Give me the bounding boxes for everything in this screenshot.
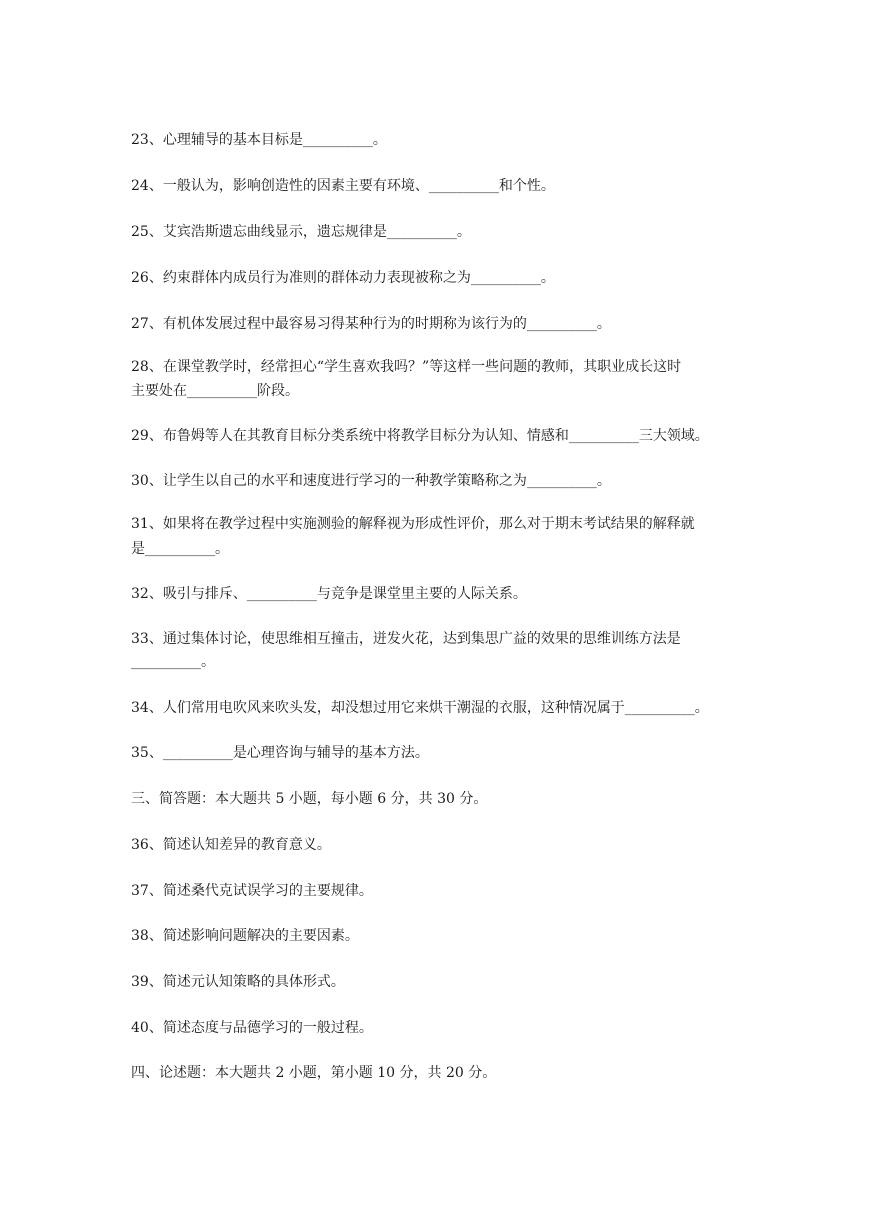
question-28-line-2: 主要处在__________阶段。	[131, 383, 299, 399]
question-35: 35、__________是心理咨询与辅导的基本方法。	[131, 745, 429, 761]
question-28-line-1: 28、在课堂教学时，经常担心“学生喜欢我吗？”等这样一些问题的教师，其职业成长这时	[131, 359, 682, 375]
question-36: 36、简述认知差异的教育意义。	[131, 837, 331, 853]
question-32: 32、吸引与排斥、__________与竞争是课堂里主要的人际关系。	[131, 586, 527, 602]
question-24: 24、一般认为，影响创造性的因素主要有环境、__________和个性。	[131, 178, 555, 194]
question-23: 23、心理辅导的基本目标是__________。	[131, 132, 387, 148]
question-31-line-2: 是__________。	[131, 541, 229, 557]
section-4-heading: 四、论述题：本大题共 2 小题，第小题 10 分，共 20 分。	[131, 1065, 497, 1081]
question-39: 39、简述元认知策略的具体形式。	[131, 974, 345, 990]
question-26: 26、约束群体内成员行为准则的群体动力表现被称之为__________。	[131, 270, 555, 286]
question-31-line-1: 31、如果将在教学过程中实施测验的解释视为形成性评价，那么对于期末考试结果的解释就	[131, 516, 695, 532]
question-33-line-2: __________。	[131, 654, 215, 670]
question-38: 38、简述影响问题解决的主要因素。	[131, 928, 359, 944]
section-3-heading: 三、简答题：本大题共 5 小题，每小题 6 分，共 30 分。	[131, 791, 488, 807]
question-29: 29、布鲁姆等人在其教育目标分类系统中将教学目标分为认知、情感和__________三大领域。	[131, 428, 709, 444]
question-34: 34、人们常用电吹风来吹头发，却没想过用它来烘干潮湿的衣服，这种情况属于__________。	[131, 700, 709, 716]
question-40: 40、简述态度与品德学习的一般过程。	[131, 1020, 373, 1036]
question-25: 25、艾宾浩斯遗忘曲线显示，遗忘规律是__________。	[131, 224, 471, 240]
question-37: 37、简述桑代克试误学习的主要规律。	[131, 883, 373, 899]
question-33-line-1: 33、通过集体讨论，使思维相互撞击，迸发火花，达到集思广益的效果的思维训练方法是	[131, 631, 681, 647]
question-30: 30、让学生以自己的水平和速度进行学习的一种教学策略称之为__________。	[131, 473, 611, 489]
question-27: 27、有机体发展过程中最容易习得某种行为的时期称为该行为的__________。	[131, 316, 611, 332]
